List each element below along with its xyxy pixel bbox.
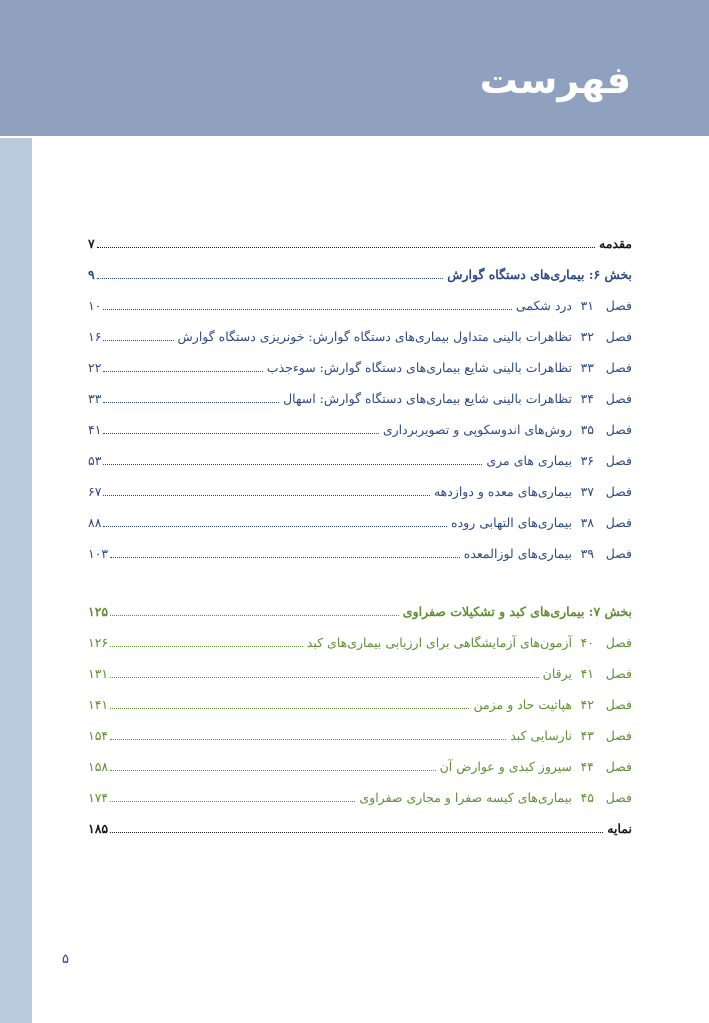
dot-leader (110, 615, 399, 616)
chapter-title: روش‌های اندوسکوپی و تصویربرداری (382, 422, 572, 438)
toc-entry-intro[interactable] (88, 229, 632, 260)
chapter-page: ۱۰ (88, 298, 102, 314)
chapter-label: فصل۳۹ (580, 546, 632, 562)
toc-chapter[interactable] (88, 384, 632, 415)
toc-chapter[interactable] (88, 721, 632, 752)
chapter-page: ۱۵۴ (88, 728, 109, 744)
chapter-label: فصل۳۳ (580, 360, 632, 376)
dot-leader (110, 646, 303, 647)
chapter-page: ۱۳۱ (88, 666, 109, 682)
chapter-title: سیروز کبدی و عوارض آن (439, 759, 572, 775)
dot-leader (103, 402, 279, 403)
dot-leader (110, 770, 435, 771)
toc-chapter[interactable] (88, 539, 632, 570)
dot-leader (110, 739, 506, 740)
toc-part-7[interactable] (88, 597, 632, 628)
chapter-page: ۱۵۸ (88, 759, 109, 775)
chapter-label: فصل۴۰ (580, 635, 632, 651)
toc-chapter[interactable] (88, 477, 632, 508)
part-title: بخش ۷: بیماری‌های کبد و تشکیلات صفراوی (402, 604, 632, 620)
chapter-title: بیماری‌های کیسه صفرا و مجاری صفراوی (359, 790, 572, 806)
dot-leader (110, 557, 460, 558)
dot-leader (103, 309, 511, 310)
toc-chapter[interactable] (88, 353, 632, 384)
chapter-page: ۸۸ (88, 515, 102, 531)
toc-chapter[interactable] (88, 322, 632, 353)
chapter-label: فصل۳۸ (580, 515, 632, 531)
dot-leader (110, 801, 355, 802)
part-page: ۹ (88, 267, 95, 283)
toc-chapter[interactable] (88, 783, 632, 814)
chapter-title: آزمون‌های آزمایشگاهی برای ارزیابی بیماری‌های کبد (306, 635, 572, 651)
toc-chapter[interactable] (88, 752, 632, 783)
page-title: فهرست (479, 58, 631, 102)
part-page: ۱۲۵ (88, 604, 109, 620)
chapter-title: بیماری های مری (486, 453, 572, 469)
header-banner (0, 0, 709, 136)
chapter-title: تظاهرات بالینی متداول بیماری‌های دستگاه گوارش: خونریزی دستگاه گوارش (177, 329, 572, 345)
chapter-title: هپاتیت حاد و مزمن (473, 697, 572, 713)
dot-leader (97, 247, 595, 248)
chapter-label: فصل۴۲ (580, 697, 632, 713)
chapter-label: فصل۴۱ (580, 666, 632, 682)
chapter-page: ۱۷۴ (88, 790, 109, 806)
toc-chapter[interactable] (88, 291, 632, 322)
entry-title: نمایه (607, 821, 632, 837)
chapter-page: ۵۳ (88, 453, 102, 469)
chapter-label: فصل۴۵ (580, 790, 632, 806)
toc-chapter[interactable] (88, 690, 632, 721)
chapter-title: تظاهرات بالینی شایع بیماری‌های دستگاه گوارش: اسهال (283, 391, 572, 407)
chapter-label: فصل۴۴ (580, 759, 632, 775)
chapter-title: نارسایی کبد (510, 728, 572, 744)
dot-leader (110, 708, 469, 709)
dot-leader (97, 278, 444, 279)
toc-chapter[interactable] (88, 659, 632, 690)
chapter-page: ۱۶ (88, 329, 102, 345)
chapter-label: فصل۳۶ (580, 453, 632, 469)
toc-part-6[interactable] (88, 260, 632, 291)
chapter-title: یرقان (542, 666, 572, 682)
entry-title: مقدمه (599, 236, 632, 252)
toc-chapter[interactable] (88, 415, 632, 446)
chapter-page: ۱۲۶ (88, 635, 109, 651)
toc-chapter[interactable] (88, 446, 632, 477)
page-number: ۵ (62, 952, 69, 967)
side-strip (0, 138, 32, 1023)
chapter-page: ۲۲ (88, 360, 102, 376)
chapter-page: ۱۰۳ (88, 546, 109, 562)
dot-leader (103, 464, 482, 465)
chapter-label: فصل۳۴ (580, 391, 632, 407)
entry-page: ۱۸۵ (88, 821, 109, 837)
chapter-page: ۶۷ (88, 484, 102, 500)
part-title: بخش ۶: بیماری‌های دستگاه گوارش (447, 267, 632, 283)
dot-leader (103, 495, 430, 496)
chapter-label: فصل۳۵ (580, 422, 632, 438)
toc-chapter[interactable] (88, 628, 632, 659)
entry-page: ۷ (88, 236, 95, 252)
chapter-page: ۳۳ (88, 391, 102, 407)
chapter-title: بیماری‌های لوزالمعده (463, 546, 572, 562)
chapter-label: فصل۳۷ (580, 484, 632, 500)
chapter-title: تظاهرات بالینی شایع بیماری‌های دستگاه گوارش: سوءجذب (266, 360, 572, 376)
dot-leader (103, 371, 262, 372)
chapter-label: فصل۴۳ (580, 728, 632, 744)
chapter-page: ۴۱ (88, 422, 102, 438)
toc-chapter[interactable] (88, 508, 632, 539)
dot-leader (103, 340, 173, 341)
chapter-label: فصل۳۲ (580, 329, 632, 345)
chapter-label: فصل۳۱ (580, 298, 632, 314)
dot-leader (110, 677, 539, 678)
chapter-title: بیماری‌های معده و دوازدهه (433, 484, 572, 500)
dot-leader (103, 526, 447, 527)
dot-leader (103, 433, 378, 434)
toc-entry-index[interactable] (88, 814, 632, 845)
chapter-page: ۱۴۱ (88, 697, 109, 713)
dot-leader (110, 832, 603, 833)
chapter-title: بیماری‌های التهابی روده (451, 515, 572, 531)
chapter-title: درد شکمی (515, 298, 572, 314)
